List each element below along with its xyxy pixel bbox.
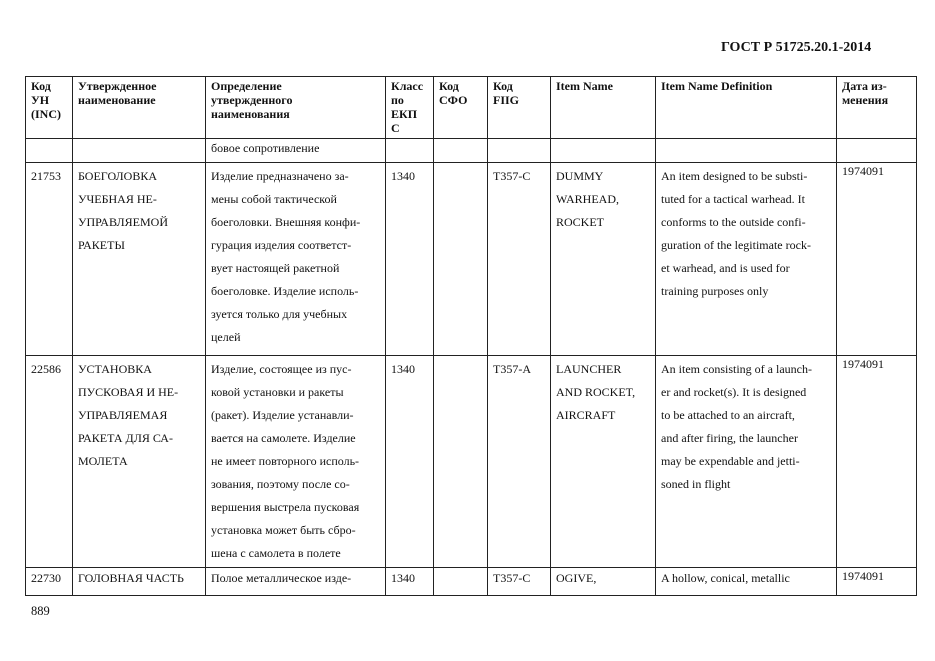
cell-approved-name: ГОЛОВНАЯ ЧАСТЬ xyxy=(73,568,206,596)
table-row xyxy=(26,163,917,356)
cell-change-date: 1974091 xyxy=(837,163,917,356)
page-number: 889 xyxy=(31,604,50,618)
cell-item-definition: An item consisting of a launch- er and rocket(s). It is designed to be attached to an aircraft, and after firing, the launcher may be expendable and jetti- soned in flight xyxy=(656,356,837,568)
cell-inc: 22730 xyxy=(26,568,73,596)
classification-table xyxy=(25,76,917,596)
cell-inc: 22586 xyxy=(26,356,73,568)
cell-definition: Изделие, состоящее из пус- ковой установки и ракеты (ракет). Изделие устанавли- вается на самолете. Изделие не имеет повторного исполь- зования, поэтому после со- вершения выстрела пусковая установка может быть сбро- шена с самолета в полете xyxy=(206,356,386,568)
col-header-fiig: Код FIIG xyxy=(488,77,551,139)
col-header-class: Класс по ЕКП С xyxy=(386,77,434,139)
table-row-continuation xyxy=(26,139,917,163)
document-standard-header: ГОСТ Р 51725.20.1-2014 xyxy=(721,40,872,55)
cell-fiig: T357-C xyxy=(488,568,551,596)
table-row xyxy=(26,568,917,596)
cell-class: 1340 xyxy=(386,356,434,568)
cell-change-date: 1974091 xyxy=(837,356,917,568)
cell-fiig: T357-A xyxy=(488,356,551,568)
cell-change-date: 1974091 xyxy=(837,568,917,596)
cell-item-name: OGIVE, xyxy=(551,568,656,596)
col-header-approved-name: Утвержденное наименование xyxy=(73,77,206,139)
col-header-sfo: Код СФО xyxy=(434,77,488,139)
cell-definition: Полое металлическое изде- xyxy=(206,568,386,596)
cell-class: 1340 xyxy=(386,568,434,596)
col-header-item-definition: Item Name Definition xyxy=(656,77,837,139)
table-row xyxy=(26,356,917,568)
cell-definition: Изделие предназначено за- мены собой тактической боеголовки. Внешняя конфи- гурация изделия соответст- вует настоящей ракетной боеголовке. Изделие исполь- зуется только для учебных целей xyxy=(206,163,386,356)
cell-approved-name: УСТАНОВКА ПУСКОВАЯ И НЕ- УПРАВЛЯЕМАЯ РАКЕТА ДЛЯ СА- МОЛЕТА xyxy=(73,356,206,568)
cell-definition: бовое сопротивление xyxy=(206,139,386,163)
cell-item-name: LAUNCHER AND ROCKET, AIRCRAFT xyxy=(551,356,656,568)
cell-approved-name: БОЕГОЛОВКА УЧЕБНАЯ НЕ- УПРАВЛЯЕМОЙ РАКЕТЫ xyxy=(73,163,206,356)
col-header-definition: Определение утвержденного наименования xyxy=(206,77,386,139)
cell-fiig: T357-C xyxy=(488,163,551,356)
col-header-item-name: Item Name xyxy=(551,77,656,139)
cell-inc: 21753 xyxy=(26,163,73,356)
cell-item-definition: A hollow, conical, metallic xyxy=(656,568,837,596)
col-header-inc: Код УН (INC) xyxy=(26,77,73,139)
cell-sfo xyxy=(434,163,488,356)
cell-item-name: DUMMY WARHEAD, ROCKET xyxy=(551,163,656,356)
cell-item-definition: An item designed to be substi- tuted for a tactical warhead. It conforms to the outside confi- guration of the legitimate rock- et warhead, and is used for training purposes only xyxy=(656,163,837,356)
col-header-change-date: Дата из- менения xyxy=(837,77,917,139)
cell-sfo xyxy=(434,568,488,596)
cell-class: 1340 xyxy=(386,163,434,356)
cell-sfo xyxy=(434,356,488,568)
table-header-row xyxy=(26,77,917,139)
